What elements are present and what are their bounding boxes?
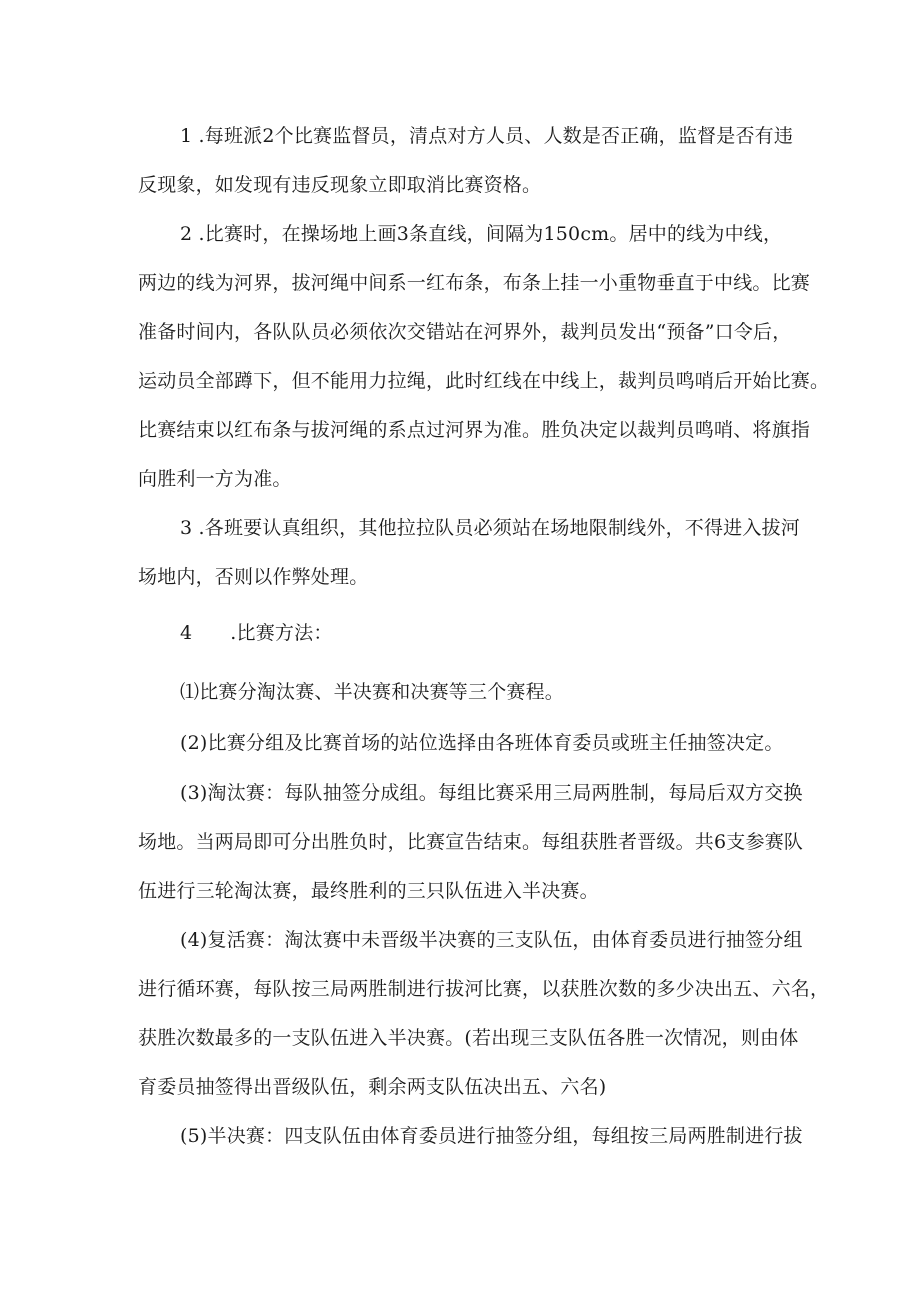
paragraph-9-line-1: (5)半决赛：四支队伍由体育委员进行抽签分组，每组按三局两胜制进行拔 [180, 1125, 803, 1147]
paragraph-8-line-3: 获胜次数最多的一支队伍进入半决赛。(若出现三支队伍各胜一次情况，则由体 [138, 1027, 799, 1049]
paragraph-8-line-4: 育委员抽签得出晋级队伍，剩余两支队伍决出五、六名) [138, 1076, 607, 1098]
paragraph-4-text: .比赛方法： [230, 622, 333, 644]
paragraph-1-line-2: 反现象，如发现有违反现象立即取消比赛资格。 [138, 174, 542, 196]
paragraph-7-line-2: 场地。当两局即可分出胜负时，比赛宣告结束。每组获胜者晋级。共6支参赛队 [138, 831, 804, 853]
paragraph-1-line-1: 1 .每班派2个比赛监督员，清点对方人员、人数是否正确，监督是否有违 [180, 125, 794, 147]
paragraph-8-line-2: 进行循环赛，每队按三局两胜制进行拔河比赛，以获胜次数的多少决出五、六名， [138, 978, 830, 1000]
paragraph-6-line-1: (2)比赛分组及比赛首场的站位选择由各班体育委员或班主任抽签决定。 [180, 732, 784, 754]
paragraph-2-line-5: 比赛结束以红布条与拔河绳的系点过河界为准。胜负决定以裁判员鸣哨、将旗指 [138, 419, 811, 441]
paragraph-2-line-1: 2 .比赛时，在操场地上画3条直线，间隔为150cm。居中的线为中线， [180, 223, 783, 245]
paragraph-4-line-1 [180, 621, 333, 645]
paragraph-3-line-1: 3 .各班要认真组织，其他拉拉队员必须站在场地限制线外，不得进入拔河 [180, 517, 800, 539]
paragraph-8-line-1: (4)复活赛：淘汰赛中未晋级半决赛的三支队伍，由体育委员进行抽签分组 [180, 929, 803, 951]
paragraph-2-line-3: 准备时间内，各队队员必须依次交错站在河界外，裁判员发出“预备”口令后， [138, 321, 792, 343]
paragraph-2-line-2: 两边的线为河界，拔河绳中间系一红布条，布条上挂一小重物垂直于中线。比赛 [138, 272, 811, 294]
paragraph-7-line-3: 伍进行三轮淘汰赛，最终胜利的三只队伍进入半决赛。 [138, 880, 599, 902]
paragraph-2-line-6: 向胜利一方为准。 [138, 468, 292, 490]
paragraph-5-line-1: ⑴比赛分淘汰赛、半决赛和决赛等三个赛程。 [180, 681, 565, 703]
paragraph-7-line-1: (3)淘汰赛：每队抽签分成组。每组比赛采用三局两胜制，每局后双方交换 [180, 782, 803, 804]
paragraph-4-number: 4 [180, 622, 193, 644]
paragraph-2-line-4: 运动员全部蹲下，但不能用力拉绳，此时红线在中线上，裁判员鸣哨后开始比赛。 [138, 370, 830, 392]
paragraph-3-line-2: 场地内，否则以作弊处理。 [138, 566, 369, 588]
